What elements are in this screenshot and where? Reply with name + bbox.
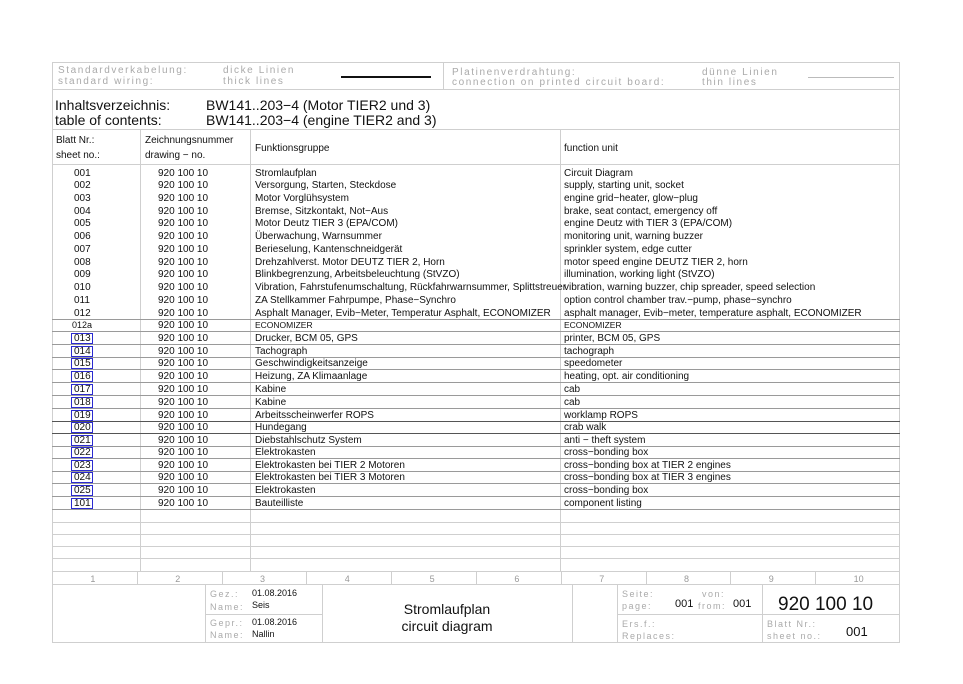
drawing-number: 920 100 10 — [158, 472, 209, 483]
tb-page-label: page: — [622, 601, 653, 611]
function-de: Motor Vorglühsystem — [255, 193, 349, 204]
drawing-number: 920 100 10 — [158, 244, 209, 255]
sheet-number: 008 — [74, 257, 91, 268]
col-function-en: function unit — [564, 143, 618, 154]
tb-sheet-value: 001 — [846, 624, 868, 639]
tb-line — [205, 614, 322, 615]
sheet-link-box — [71, 498, 93, 509]
function-en: supply, starting unit, socket — [564, 180, 684, 191]
tb-gez-name: Seis — [252, 600, 270, 610]
drawing-number: 920 100 10 — [158, 180, 209, 191]
thin-line-sample — [808, 77, 894, 78]
function-de: Bauteilliste — [255, 498, 304, 509]
legend-divider — [52, 89, 900, 90]
drawing-number: 920 100 10 — [158, 346, 209, 357]
legend-standard-de: Standardverkabelung: — [58, 65, 188, 76]
sheet-number: 019 — [74, 410, 91, 421]
sheet-link-box — [71, 435, 93, 446]
function-en: option control chamber trav.−pump, phase−synchro — [564, 295, 792, 306]
function-en: crab walk — [564, 422, 607, 433]
function-en: engine Deutz with TIER 3 (EPA/COM) — [564, 218, 733, 229]
tb-gepr-name-label: Name: — [210, 630, 245, 640]
row-separator — [52, 395, 900, 396]
sheet-number: 001 — [74, 168, 91, 179]
sheet-number: 021 — [74, 435, 91, 446]
grid-number: 4 — [344, 574, 350, 584]
row-separator — [52, 496, 900, 497]
grid-number: 7 — [599, 574, 605, 584]
sheet-number: 017 — [74, 384, 91, 395]
grid-tick — [222, 571, 223, 584]
function-de: Hundegang — [255, 422, 307, 433]
grid-number: 2 — [175, 574, 181, 584]
drawing-number: 920 100 10 — [158, 193, 209, 204]
function-en: worklamp ROPS — [564, 410, 638, 421]
drawing-number: 920 100 10 — [158, 269, 209, 280]
grid-number: 3 — [260, 574, 266, 584]
sheet-link-box — [71, 460, 93, 471]
tb-from-label: from: — [698, 601, 727, 611]
sheet-number: 016 — [74, 371, 91, 382]
legend-pcb-en: connection on printed circuit board: — [452, 77, 666, 88]
function-en: monitoring unit, warning buzzer — [564, 231, 703, 242]
sheet-number: 014 — [74, 346, 91, 357]
col-line-1 — [140, 129, 141, 571]
function-de: Elektrokasten bei TIER 2 Motoren — [255, 460, 405, 471]
row-separator — [52, 382, 900, 383]
function-de: Drehzahlverst. Motor DEUTZ TIER 2, Horn — [255, 257, 445, 268]
sheet-number: 023 — [74, 460, 91, 471]
legend-thin-en: thin lines — [702, 77, 758, 88]
sheet-link-box — [71, 358, 93, 369]
grid-number: 1 — [90, 574, 96, 584]
row-separator — [52, 483, 900, 484]
toc-label-de: Inhaltsverzeichnis: — [55, 97, 171, 113]
function-de: Vibration, Fahrstufenumschaltung, Rückfahrwarnsummer, Splittstreuer — [255, 282, 567, 293]
function-en: cab — [564, 384, 581, 395]
sheet-link-box — [71, 447, 93, 458]
sheet-number: 022 — [74, 447, 91, 458]
drawing-number: 920 100 10 — [158, 485, 209, 496]
row-separator — [52, 509, 900, 510]
tb-gez-label: Gez.: — [210, 589, 240, 599]
tb-sheet-label: sheet no.: — [767, 631, 822, 641]
function-en: vibration, warning buzzer, chip spreader, speed selection — [564, 282, 816, 293]
grid-tick — [646, 571, 647, 584]
function-de: Stromlaufplan — [255, 168, 317, 179]
drawing-number: 920 100 10 — [158, 447, 209, 458]
function-en: motor speed engine DEUTZ TIER 2, horn — [564, 257, 748, 268]
grid-number: 5 — [429, 574, 435, 584]
sheet-number: 011 — [74, 295, 90, 306]
row-separator — [52, 408, 900, 409]
tb-drawing-number: 920 100 10 — [778, 594, 874, 615]
grid-tick — [391, 571, 392, 584]
grid-tick — [137, 571, 138, 584]
legend-separator — [443, 62, 444, 89]
col-drawing-en: drawing − no. — [145, 150, 206, 161]
row-separator — [52, 331, 900, 332]
grid-line — [52, 558, 900, 559]
legend-pcb-de: Platinenverdrahtung: — [452, 67, 577, 78]
grid-tick — [476, 571, 477, 584]
function-de: Berieselung, Kantenschneidgerät — [255, 244, 403, 255]
function-en: ECONOMIZER — [564, 320, 622, 330]
toc-title-de: BW141..203−4 (Motor TIER2 und 3) — [206, 97, 431, 113]
sheet-number: 020 — [74, 422, 91, 433]
tb-gepr-name: Nallin — [252, 629, 275, 639]
function-en: tachograph — [564, 346, 615, 357]
header-top-line — [52, 129, 900, 130]
function-en: engine grid−heater, glow−plug — [564, 193, 698, 204]
tb-title-de: Stromlaufplan — [403, 601, 491, 617]
function-en: printer, BCM 05, GPS — [564, 333, 661, 344]
function-en: illumination, working light (StVZO) — [564, 269, 715, 280]
tb-replaces-label: Replaces: — [622, 631, 676, 641]
tb-gez-date: 01.08.2016 — [252, 588, 298, 598]
function-en: cross−bonding box — [564, 447, 649, 458]
grid-line — [52, 546, 900, 547]
function-de: Motor Deutz TIER 3 (EPA/COM) — [255, 218, 398, 229]
function-de: Geschwindigkeitsanzeige — [255, 358, 368, 369]
function-de: Drucker, BCM 05, GPS — [255, 333, 358, 344]
function-de: Blinkbegrenzung, Arbeitsbeleuchtung (StVZO) — [255, 269, 460, 280]
sheet-number: 004 — [74, 206, 91, 217]
function-de: Überwachung, Warnsummer — [255, 231, 382, 242]
grid-line — [52, 522, 900, 523]
sheet-number: 101 — [74, 498, 91, 509]
function-en: cross−bonding box at TIER 3 engines — [564, 472, 731, 483]
legend-standard-en: standard wiring: — [58, 76, 155, 87]
sheet-link-box — [71, 333, 93, 344]
function-en: heating, opt. air conditioning — [564, 371, 690, 382]
tb-blatt-label: Blatt Nr.: — [767, 619, 817, 629]
function-de: Versorgung, Starten, Steckdose — [255, 180, 397, 191]
row-separator — [52, 344, 900, 345]
grid-line — [52, 584, 900, 585]
tb-von-label: von: — [702, 589, 726, 599]
sheet-link-box — [71, 422, 93, 433]
tb-page-value: 001 — [675, 598, 694, 610]
function-de: Tachograph — [255, 346, 308, 357]
sheet-number: 007 — [74, 244, 91, 255]
function-de: Elektrokasten — [255, 485, 316, 496]
function-en: component listing — [564, 498, 642, 509]
function-en: anti − theft system — [564, 435, 646, 446]
legend-thick-de: dicke Linien — [223, 65, 296, 76]
sheet-number: 009 — [74, 269, 91, 280]
col-line-2 — [250, 129, 251, 571]
function-de: Diebstahlschutz System — [255, 435, 362, 446]
function-en: sprinkler system, edge cutter — [564, 244, 692, 255]
function-de: Elektrokasten bei TIER 3 Motoren — [255, 472, 405, 483]
grid-tick — [561, 571, 562, 584]
grid-number: 9 — [768, 574, 774, 584]
drawing-number: 920 100 10 — [158, 257, 209, 268]
row-separator — [52, 369, 900, 370]
sheet-link-box — [71, 384, 93, 395]
drawing-number: 920 100 10 — [158, 435, 209, 446]
drawing-number: 920 100 10 — [158, 498, 209, 509]
col-sheet-de: Blatt Nr.: — [56, 135, 95, 146]
sheet-number: 006 — [74, 231, 91, 242]
sheet-link-box — [71, 397, 93, 408]
function-en: asphalt manager, Evib−meter, temperature asphalt, ECONOMIZER — [564, 308, 862, 319]
function-en: brake, seat contact, emergency off — [564, 206, 718, 217]
drawing-number: 920 100 10 — [158, 320, 209, 331]
drawing-number: 920 100 10 — [158, 295, 209, 306]
tb-line — [572, 584, 573, 643]
grid-line — [52, 534, 900, 535]
function-de: Asphalt Manager, Evib−Meter, Temperatur Asphalt, ECONOMIZER — [255, 308, 551, 319]
col-drawing-de: Zeichnungsnummer — [145, 135, 234, 146]
drawing-number: 920 100 10 — [158, 410, 209, 421]
row-separator — [52, 433, 900, 434]
drawing-number: 920 100 10 — [158, 231, 209, 242]
tb-title-en: circuit diagram — [401, 618, 493, 634]
function-de: ECONOMIZER — [255, 320, 313, 330]
sheet-number: 010 — [74, 282, 91, 293]
function-en: speedometer — [564, 358, 623, 369]
function-de: ZA Stellkammer Fahrpumpe, Phase−Synchro — [255, 295, 456, 306]
drawing-number: 920 100 10 — [158, 358, 209, 369]
function-de: Arbeitsscheinwerfer ROPS — [255, 410, 374, 421]
drawing-number: 920 100 10 — [158, 168, 209, 179]
col-sheet-en: sheet no.: — [56, 150, 100, 161]
sheet-link-box — [71, 472, 93, 483]
tb-gepr-label: Gepr.: — [210, 618, 244, 628]
sheet-number: 003 — [74, 193, 91, 204]
sheet-number: 024 — [74, 472, 91, 483]
col-function-de: Funktionsgruppe — [255, 143, 330, 154]
sheet-number: 025 — [74, 485, 91, 496]
sheet-number: 012 — [74, 308, 91, 319]
header-bottom-line — [52, 164, 900, 165]
drawing-number: 920 100 10 — [158, 422, 209, 433]
tb-name-label: Name: — [210, 602, 245, 612]
tb-from-value: 001 — [733, 598, 752, 610]
thick-line-sample — [341, 76, 431, 78]
function-de: Kabine — [255, 397, 287, 408]
drawing-number: 920 100 10 — [158, 397, 209, 408]
row-separator — [52, 458, 900, 459]
grid-number: 8 — [684, 574, 690, 584]
grid-number: 10 — [853, 574, 864, 584]
grid-tick — [730, 571, 731, 584]
sheet-link-box — [71, 346, 93, 357]
sheet-number: 018 — [74, 397, 91, 408]
drawing-number: 920 100 10 — [158, 333, 209, 344]
sheet-link-box — [71, 410, 93, 421]
sheet-number: 005 — [74, 218, 91, 229]
sheet-number: 002 — [74, 180, 91, 191]
drawing-number: 920 100 10 — [158, 282, 209, 293]
grid-tick — [815, 571, 816, 584]
drawing-number: 920 100 10 — [158, 308, 209, 319]
tb-seite-label: Seite: — [622, 589, 655, 599]
drawing-number: 920 100 10 — [158, 371, 209, 382]
sheet-number: 013 — [74, 333, 91, 344]
sheet-link-box — [71, 371, 93, 382]
toc-label-en: table of contents: — [55, 112, 162, 128]
function-de: Bremse, Sitzkontakt, Not−Aus — [255, 206, 389, 217]
legend-thick-en: thick lines — [223, 76, 285, 87]
drawing-number: 920 100 10 — [158, 384, 209, 395]
drawing-number: 920 100 10 — [158, 218, 209, 229]
function-en: cross−bonding box at TIER 2 engines — [564, 460, 731, 471]
function-de: Kabine — [255, 384, 287, 395]
grid-tick — [306, 571, 307, 584]
function-de: Heizung, ZA Klimaanlage — [255, 371, 368, 382]
sheet-number: 012a — [72, 320, 93, 330]
tb-gepr-date: 01.08.2016 — [252, 617, 298, 627]
legend-thin-de: dünne Linien — [702, 67, 779, 78]
drawing-number: 920 100 10 — [158, 460, 209, 471]
sheet-number: 015 — [74, 358, 91, 369]
sheet-link-box — [71, 485, 93, 496]
function-en: cross−bonding box — [564, 485, 649, 496]
col-line-3 — [560, 129, 561, 571]
toc-title-en: BW141..203−4 (engine TIER2 and 3) — [206, 112, 437, 128]
function-en: cab — [564, 397, 581, 408]
drawing-number: 920 100 10 — [158, 206, 209, 217]
tb-ers-label: Ers.f.: — [622, 619, 657, 629]
grid-number: 6 — [514, 574, 520, 584]
function-en: Circuit Diagram — [564, 168, 633, 179]
function-de: Elektrokasten — [255, 447, 316, 458]
